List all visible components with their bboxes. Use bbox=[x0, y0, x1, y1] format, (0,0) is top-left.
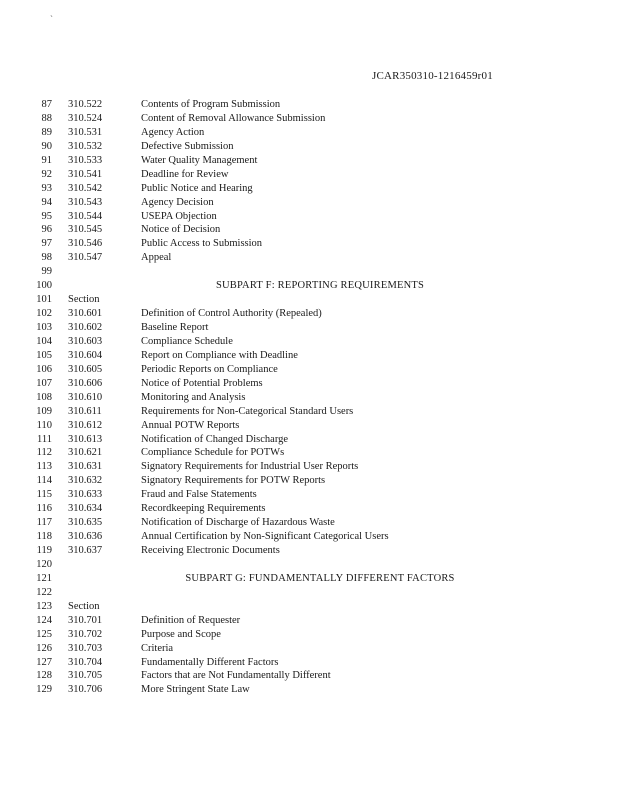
line-number: 90 bbox=[41, 140, 52, 152]
section-number: 310.603 bbox=[68, 335, 103, 347]
section-title: Agency Decision bbox=[141, 196, 214, 208]
toc-line bbox=[0, 112, 619, 126]
line-number: 114 bbox=[36, 475, 52, 487]
section-title: Purpose and Scope bbox=[141, 628, 221, 640]
toc-line bbox=[0, 293, 619, 307]
toc-line bbox=[0, 488, 619, 502]
section-number: 310.524 bbox=[68, 112, 103, 124]
line-number: 116 bbox=[36, 503, 52, 515]
section-title: Contents of Program Submission bbox=[141, 99, 281, 110]
section-title: Definition of Requester bbox=[141, 614, 241, 626]
section-number: 310.610 bbox=[68, 391, 103, 403]
line-number: 92 bbox=[41, 168, 52, 180]
line-number: 109 bbox=[36, 405, 52, 417]
toc-line bbox=[0, 572, 619, 586]
subpart-heading: SUBPART G: FUNDAMENTALLY DIFFERENT FACTORS bbox=[185, 572, 455, 584]
line-number: 102 bbox=[36, 308, 52, 320]
toc-line bbox=[0, 307, 619, 321]
section-title: Compliance Schedule bbox=[141, 335, 233, 347]
toc-line bbox=[0, 182, 619, 196]
section-title: Criteria bbox=[141, 642, 174, 654]
section-number: 310.631 bbox=[68, 461, 103, 473]
table-of-contents bbox=[0, 98, 619, 697]
section-title: Public Access to Submission bbox=[141, 238, 263, 250]
section-title: Report on Compliance with Deadline bbox=[141, 349, 298, 361]
line-number: 104 bbox=[36, 335, 52, 347]
section-title: Receiving Electronic Documents bbox=[141, 545, 280, 556]
line-number: 105 bbox=[36, 349, 52, 361]
section-number: 310.706 bbox=[68, 684, 103, 696]
toc-line bbox=[0, 265, 619, 279]
line-number: 93 bbox=[41, 182, 52, 194]
toc-line bbox=[0, 335, 619, 349]
toc-line bbox=[0, 405, 619, 419]
section-title: Public Notice and Hearing bbox=[141, 182, 253, 194]
section-number: 310.606 bbox=[68, 377, 103, 389]
section-title: Fundamentally Different Factors bbox=[141, 656, 279, 668]
line-number: 94 bbox=[41, 196, 52, 208]
section-title: USEPA Objection bbox=[141, 210, 217, 222]
section-title: Appeal bbox=[141, 252, 172, 264]
line-number: 101 bbox=[36, 294, 52, 306]
toc-line bbox=[0, 516, 619, 530]
section-title: Signatory Requirements for Industrial User Reports bbox=[141, 461, 359, 473]
section-number: Section bbox=[68, 294, 100, 306]
line-number: 123 bbox=[36, 600, 52, 612]
line-number: 127 bbox=[36, 656, 52, 668]
toc-line bbox=[0, 669, 619, 683]
line-number: 128 bbox=[36, 670, 52, 682]
section-number: 310.547 bbox=[68, 252, 103, 264]
section-number: 310.621 bbox=[68, 447, 103, 459]
toc-line bbox=[0, 642, 619, 656]
section-number: 310.532 bbox=[68, 140, 103, 152]
line-number: 115 bbox=[36, 489, 52, 501]
section-title: Notice of Decision bbox=[141, 224, 221, 236]
line-number: 96 bbox=[41, 224, 52, 236]
toc-line bbox=[0, 433, 619, 447]
toc-line bbox=[0, 140, 619, 154]
section-number: 310.533 bbox=[68, 154, 103, 166]
section-title: Notice of Potential Problems bbox=[141, 377, 263, 389]
toc-line bbox=[0, 586, 619, 600]
toc-line bbox=[0, 502, 619, 516]
toc-line bbox=[0, 321, 619, 335]
toc-line bbox=[0, 98, 619, 112]
section-title: Definition of Control Authority (Repealed) bbox=[141, 308, 322, 320]
toc-line bbox=[0, 544, 619, 558]
toc-line bbox=[0, 251, 619, 265]
line-number: 118 bbox=[36, 531, 52, 543]
toc-line bbox=[0, 614, 619, 628]
line-number: 117 bbox=[36, 517, 52, 529]
line-number: 100 bbox=[36, 280, 52, 292]
section-number: 310.545 bbox=[68, 224, 103, 236]
section-title: Periodic Reports on Compliance bbox=[141, 363, 278, 375]
line-number: 95 bbox=[41, 210, 52, 222]
toc-line bbox=[0, 419, 619, 433]
subpart-heading: SUBPART F: REPORTING REQUIREMENTS bbox=[215, 280, 425, 292]
line-number: 122 bbox=[36, 586, 52, 598]
section-number: 310.601 bbox=[68, 308, 103, 320]
section-title: Notification of Discharge of Hazardous Waste bbox=[141, 517, 335, 529]
section-number: 310.633 bbox=[68, 489, 103, 501]
section-number: 310.632 bbox=[68, 475, 103, 487]
section-number: 310.637 bbox=[68, 545, 103, 556]
line-number: 119 bbox=[36, 545, 52, 556]
line-number: 108 bbox=[36, 391, 52, 403]
section-number: 310.542 bbox=[68, 182, 103, 194]
section-number: 310.611 bbox=[68, 405, 102, 417]
section-title: Recordkeeping Requirements bbox=[141, 503, 266, 515]
section-title: Annual POTW Reports bbox=[141, 419, 240, 431]
line-number: 129 bbox=[36, 684, 52, 696]
line-number: 91 bbox=[41, 154, 52, 166]
section-number: 310.703 bbox=[68, 642, 103, 654]
toc-line bbox=[0, 558, 619, 572]
line-number: 126 bbox=[36, 642, 52, 654]
line-number: 110 bbox=[36, 419, 52, 431]
line-number: 125 bbox=[36, 628, 52, 640]
section-number: 310.544 bbox=[68, 210, 103, 222]
toc-line bbox=[0, 223, 619, 237]
section-title: Deadline for Review bbox=[141, 168, 229, 180]
section-number: 310.634 bbox=[68, 503, 103, 515]
section-number: 310.604 bbox=[68, 349, 103, 361]
toc-line bbox=[0, 391, 619, 405]
section-number: 310.522 bbox=[68, 99, 103, 110]
section-title: Baseline Report bbox=[141, 322, 209, 333]
section-number: 310.636 bbox=[68, 531, 103, 543]
toc-line bbox=[0, 460, 619, 474]
toc-line bbox=[0, 474, 619, 488]
section-title: Signatory Requirements for POTW Reports bbox=[141, 475, 326, 487]
section-number: Section bbox=[68, 600, 100, 612]
line-number: 97 bbox=[41, 238, 52, 250]
document-id: JCAR350310-1216459r01 bbox=[372, 70, 493, 82]
line-number: 112 bbox=[36, 447, 52, 459]
line-number: 98 bbox=[41, 252, 52, 264]
toc-line bbox=[0, 363, 619, 377]
toc-line bbox=[0, 683, 619, 697]
section-number: 310.605 bbox=[68, 363, 103, 375]
toc-line bbox=[0, 530, 619, 544]
toc-line bbox=[0, 656, 619, 670]
section-title: Notification of Changed Discharge bbox=[141, 433, 289, 445]
line-number: 87 bbox=[41, 99, 52, 110]
toc-line bbox=[0, 196, 619, 210]
section-number: 310.541 bbox=[68, 168, 103, 180]
line-number: 99 bbox=[41, 266, 52, 278]
section-title: Fraud and False Statements bbox=[141, 489, 257, 501]
section-number: 310.602 bbox=[68, 322, 103, 333]
section-title: Annual Certification by Non-Significant Categorical Users bbox=[141, 531, 389, 543]
section-number: 310.702 bbox=[68, 628, 103, 640]
section-title: Agency Action bbox=[141, 126, 205, 138]
section-title: Defective Submission bbox=[141, 140, 234, 152]
toc-line bbox=[0, 126, 619, 140]
line-number: 124 bbox=[36, 614, 52, 626]
section-number: 310.635 bbox=[68, 517, 103, 529]
line-number: 88 bbox=[41, 112, 52, 124]
section-number: 310.705 bbox=[68, 670, 103, 682]
toc-line bbox=[0, 349, 619, 363]
section-title: Water Quality Management bbox=[141, 154, 258, 166]
line-number: 103 bbox=[36, 322, 52, 333]
section-title: Requirements for Non-Categorical Standard Users bbox=[141, 405, 354, 417]
line-number: 111 bbox=[37, 433, 52, 445]
line-number: 107 bbox=[36, 377, 52, 389]
toc-line bbox=[0, 628, 619, 642]
section-title: Factors that are Not Fundamentally Different bbox=[141, 670, 331, 682]
toc-line bbox=[0, 446, 619, 460]
toc-line bbox=[0, 279, 619, 293]
line-number: 113 bbox=[36, 461, 52, 473]
section-number: 310.613 bbox=[68, 433, 103, 445]
section-title: Compliance Schedule for POTWs bbox=[141, 447, 285, 459]
toc-line bbox=[0, 168, 619, 182]
section-number: 310.612 bbox=[68, 419, 103, 431]
line-number: 89 bbox=[41, 126, 52, 138]
toc-line bbox=[0, 154, 619, 168]
line-number: 120 bbox=[36, 558, 52, 570]
section-title: Monitoring and Analysis bbox=[141, 391, 246, 403]
stray-mark: ` bbox=[50, 14, 53, 24]
line-number: 106 bbox=[36, 363, 52, 375]
section-number: 310.704 bbox=[68, 656, 103, 668]
section-number: 310.531 bbox=[68, 126, 103, 138]
section-title: More Stringent State Law bbox=[141, 684, 250, 696]
section-title: Content of Removal Allowance Submission bbox=[141, 112, 326, 124]
toc-line bbox=[0, 210, 619, 224]
toc-line bbox=[0, 237, 619, 251]
section-number: 310.546 bbox=[68, 238, 103, 250]
section-number: 310.701 bbox=[68, 614, 103, 626]
toc-line bbox=[0, 377, 619, 391]
toc-line bbox=[0, 600, 619, 614]
section-number: 310.543 bbox=[68, 196, 103, 208]
line-number: 121 bbox=[36, 572, 52, 584]
